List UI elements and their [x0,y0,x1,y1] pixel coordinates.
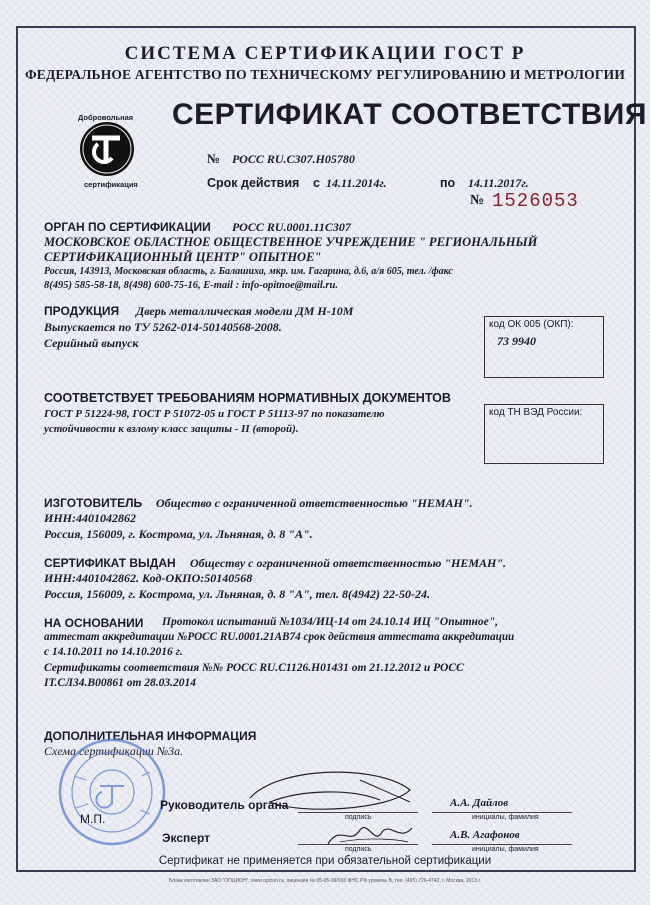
maker-label: ИЗГОТОВИТЕЛЬ [44,496,143,510]
agency-heading: ФЕДЕРАЛЬНОЕ АГЕНТСТВО ПО ТЕХНИЧЕСКОМУ РЕГУЛИРОВАНИЮ И МЕТРОЛОГИИ [24,67,626,82]
logo-top-text: Добровольная [78,113,134,122]
mp-label: М.П. [80,812,106,826]
org-address-1: Россия, 143913, Московская область, г. Балашиха, мкр. им. Гагарина, д.6, а/я 605, тел. /факс [44,266,453,277]
head-name-line [432,812,572,813]
head-name-caption: инициалы, фамилия [472,814,539,821]
expert-name: А.В. Агафонов [450,829,520,841]
okp-value: 73 9940 [497,334,536,348]
head-label: Руководитель органа [160,798,289,812]
maker-line-2: ИНН:4401042862 [44,511,136,525]
issued-line-2: ИНН:4401042862. Код-ОКПО:50140568 [44,571,253,585]
print-line: Бланк изготовлен ЗАО "ОПЦИОН", www.opcion.ru, лицензия № 05-05-09/003 ФНС РФ уровень В, тел. (495) 726-4742, г. Москва, 2013 г. [168,878,482,884]
footer-note: Сертификат не применяется при обязательной сертификации [158,855,492,867]
basis-line-1: Протокол испытаний №1034/ИЦ-14 от 24.10.14 ИЦ "Опытное", [162,616,499,628]
head-signature-graphic [240,760,420,820]
product-line-3: Серийный выпуск [44,336,139,350]
to-date: 14.11.2017г. [468,176,529,190]
extra-info-line-1: Схема сертификации №3а. [44,744,184,758]
expert-signature-caption: подпись [345,846,372,853]
certificate-title: СЕРТИФИКАТ СООТВЕТСТВИЯ [172,98,647,131]
tnved-label: код ТН ВЭД России: [489,407,583,418]
head-signature [240,760,420,820]
conformity-line-2: устойчивости к взлому класс защиты - II (второй). [44,423,299,435]
org-name-2: СЕРТИФИКАЦИОННЫЙ ЦЕНТР" ОПЫТНОЕ" [44,250,322,264]
validity-label: Срок действия [207,176,300,190]
serial-label: № [470,193,485,208]
maker-line-1: Общество с ограниченной ответственностью "НЕМАН". [156,496,473,510]
extra-info-label: ДОПОЛНИТЕЛЬНАЯ ИНФОРМАЦИЯ [44,729,257,743]
org-label: ОРГАН ПО СЕРТИФИКАЦИИ [44,220,211,234]
from-label: с [313,176,320,190]
basis-line-5: IT.СЛ34.В00861 от 28.03.2014 [44,677,197,689]
maker-line-3: Россия, 156009, г. Кострома, ул. Льняная, д. 8 "А". [44,527,313,541]
to-label: по [440,176,456,190]
org-address-2: 8(495) 585-58-18, 8(498) 600-75-16, E-mail : info-opitnoe@mail.ru. [44,280,338,291]
expert-signature [320,816,420,856]
okp-code-box [484,316,604,378]
product-line-1: Дверь металлическая модели ДМ Н-10М [136,304,354,318]
number-label: № [207,151,221,166]
head-signature-caption: подпись [345,814,372,821]
certificate-number: РОСС RU.С307.Н05780 [232,152,355,166]
serial-number: 1526053 [492,190,579,212]
issued-label: СЕРТИФИКАТ ВЫДАН [44,556,176,570]
org-name-1: МОСКОВСКОЕ ОБЛАСТНОЕ ОБЩЕСТВЕННОЕ УЧРЕЖДЕНИЕ " РЕГИОНАЛЬНЫЙ [44,235,538,249]
head-name: А.А. Дайлов [450,797,509,809]
expert-name-caption: инициалы, фамилия [472,846,539,853]
conformity-label: СООТВЕТСТВУЕТ ТРЕБОВАНИЯМ НОРМАТИВНЫХ ДОКУМЕНТОВ [44,391,451,405]
seal-stamp-graphic [56,736,168,848]
product-line-2: Выпускается по ТУ 5262-014-50140568-2008. [44,320,282,334]
okp-label: код ОК 005 (ОКП): [489,319,574,330]
expert-name-line [432,844,572,845]
seal-stamp [56,736,168,848]
product-label: ПРОДУКЦИЯ [44,304,120,318]
expert-label: Эксперт [162,831,211,845]
expert-signature-graphic [320,816,420,856]
tnved-code-box [484,404,604,464]
org-code: РОСС RU.0001.11С307 [232,220,351,234]
system-heading: СИСТЕМА СЕРТИФИКАЦИИ ГОСТ Р [124,43,526,64]
basis-line-3: с 14.10.2011 по 14.10.2016 г. [44,646,183,658]
from-date: 14.11.2014г. [326,176,387,190]
logo-bottom-text: сертификация [84,180,138,189]
conformity-line-1: ГОСТ Р 51224-98, ГОСТ Р 51072-05 и ГОСТ Р 51113-97 по показателю [44,408,385,420]
basis-line-4: Сертификаты соответствия №№ РОСС RU.С1126.Н01431 от 21.12.2012 и РОСС [44,662,464,674]
basis-label: НА ОСНОВАНИИ [44,616,144,630]
issued-line-1: Обществу с ограниченной ответственностью "НЕМАН". [190,556,507,570]
issued-line-3: Россия, 156009, г. Кострома, ул. Льняная, д. 8 "А", тел. 8(4942) 22-50-24. [44,587,430,601]
basis-line-2: аттестат аккредитации №РОСС RU.0001.21АВ74 срок действия аттестата аккредитации [44,631,515,643]
